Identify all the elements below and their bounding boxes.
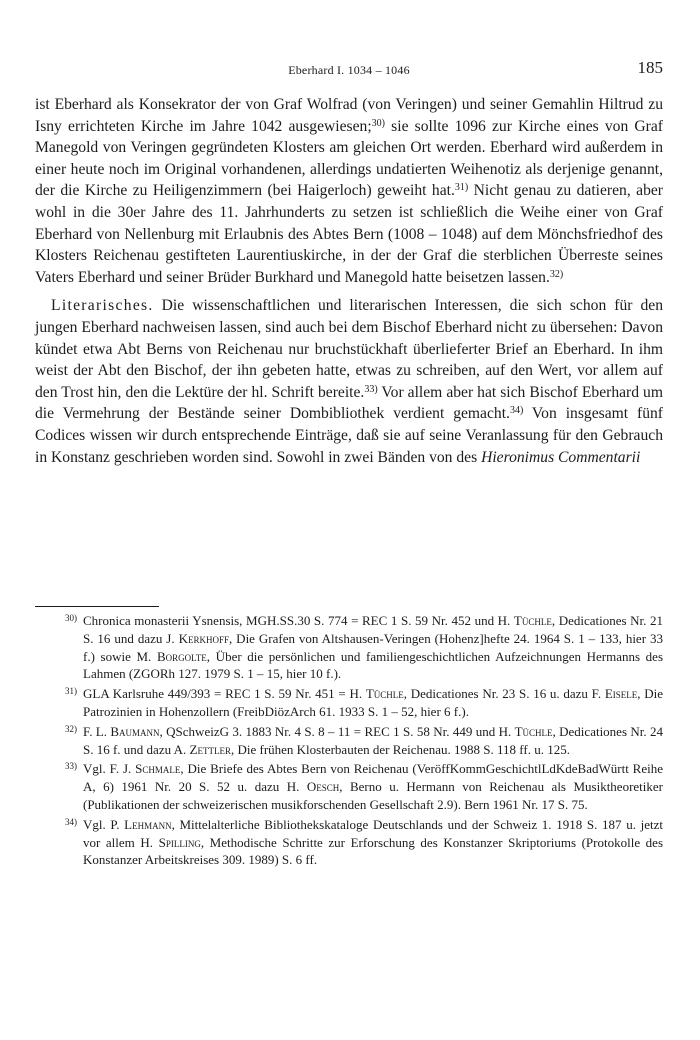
author-name: Kerkhoff bbox=[178, 630, 229, 646]
author-name: Tüchle bbox=[365, 686, 404, 702]
footnote-text bbox=[83, 723, 663, 759]
footnote-text-run: , Dedicationes Nr. 23 S. 16 u. dazu F. bbox=[403, 686, 605, 702]
footnote-text-run: , Berno u. Hermann von Reichenau als Musiktheoretiker (Publikationen der schweizerischen musikforschenden Gesellschaft 2.9). Bern 1961 Nr. 17 S. 75. bbox=[83, 779, 663, 812]
footnote-text-run: , QSchweizG 3. 1883 Nr. 4 S. 8 – 11 = REC 1 S. 58 Nr. 449 und H. bbox=[159, 723, 515, 739]
author-name: Oesch bbox=[306, 779, 340, 795]
paragraph-text: Von insgesamt fünf Codices wissen wir durch entsprechende Einträge, daß sie auf seine Veranlassung für den Gebrauch in Konstanz geschrieben worden sind. Sowohl in zwei Bänden von des bbox=[35, 405, 663, 466]
footnote-number bbox=[35, 816, 83, 869]
footnote-ref: 34) bbox=[509, 405, 524, 417]
author-name: Spilling bbox=[158, 834, 201, 850]
footnote-number-label: 31) bbox=[65, 686, 77, 697]
footnote-text-run: , Die Briefe des Abtes Bern von Reichenau (VeröffKommGeschichtlLdKdeBadWürtt Reihe A, 6) 1961 Nr. 20 S. 52 u. dazu H. bbox=[83, 761, 663, 795]
footnote-ref: 33) bbox=[364, 383, 378, 395]
author-name: Lehmann bbox=[124, 816, 172, 832]
paragraph-text: ist Eberhard als Konsekrator der von Graf Wolfrad (von Veringen) und seiner Gemahlin Hiltrud zu Isny errichteten Kirche im Jahre 1042 ausgewiesen; bbox=[35, 96, 663, 135]
running-title: Eberhard I. 1034 – 1046 bbox=[288, 63, 410, 77]
paragraph bbox=[35, 94, 663, 288]
footnote-text-run: GLA Karlsruhe 449/393 = REC 1 S. 59 Nr. 451 = H. bbox=[83, 686, 366, 702]
author-name: Borgolte bbox=[156, 648, 207, 664]
footnote-text-run: , Methodische Schritte zur Erforschung des Konstanzer Skriptoriums (Protokolle des Konstanzer Arbeitskreises 309. 1989) S. 6 ff. bbox=[83, 834, 664, 868]
paragraph bbox=[35, 295, 663, 468]
footnote-number-label: 30) bbox=[65, 613, 77, 623]
footnote-ref: 32) bbox=[549, 268, 564, 280]
footnote-text-run: Vgl. F. J. bbox=[83, 761, 136, 777]
footnote-rule bbox=[35, 606, 159, 607]
footnote-number-label: 33) bbox=[65, 761, 77, 772]
author-name: Schmale bbox=[135, 761, 181, 777]
footnote-number bbox=[35, 760, 83, 813]
footnote-text-run: , Die Patrozinien in Hohenzollern (FreibDiözArch 61. 1933 S. 1 – 52, hier 6 f.). bbox=[83, 686, 663, 719]
paragraph-text: Vor allem aber hat sich Bischof Eberhard um die Vermehrung der Bestände seiner Dombibliothek verdient gemacht. bbox=[35, 383, 663, 423]
footnote-text bbox=[83, 816, 663, 869]
footnote-number-label: 32) bbox=[65, 723, 77, 734]
footnote-text-run: , Die Grafen von Altshausen-Veringen (Hohenz]hefte 24. 1964 S. 1 – 133, hier 33 f.) sowie M. bbox=[83, 630, 663, 664]
section-heading: Literarisches. bbox=[51, 297, 154, 315]
footnote-text-run: , Die frühen Klosterbauten der Reichenau. 1988 S. 118 ff. u. 125. bbox=[230, 741, 570, 757]
footnote-text-run: , Mittelalterliche Bibliothekskataloge Deutschlands und der Schweiz 1. 1918 S. 187 u. jetzt vor allem H. bbox=[83, 816, 663, 850]
footnote bbox=[35, 816, 663, 869]
footnote-text bbox=[83, 612, 663, 683]
footnote bbox=[35, 685, 663, 721]
footnote-text-run: Chronica monasterii Ysnensis, MGH.SS.30 S. 774 = REC 1 S. 59 Nr. 452 und H. bbox=[83, 613, 514, 628]
footnote-text-run: F. L. bbox=[83, 723, 111, 739]
italic-title: Hieronimus Commentarii bbox=[481, 448, 641, 466]
footnote-number bbox=[35, 723, 83, 759]
author-name: Tüchle bbox=[514, 723, 553, 739]
main-text bbox=[35, 94, 663, 468]
footnote-number bbox=[35, 685, 83, 721]
footnote bbox=[35, 760, 663, 813]
page-number: 185 bbox=[637, 58, 663, 77]
footnote-number-label: 34) bbox=[65, 816, 77, 827]
footnote-text bbox=[83, 685, 663, 721]
footnote-text-run: , Über die persönlichen und familiengeschichtlichen Aufzeichnungen Hermanns des Lahmen (ZGORh 127. 1979 S. 1 – 15, hier 10 f.). bbox=[83, 648, 664, 682]
paragraph-text: Nicht genau zu datieren, aber wohl in die 30er Jahre des 11. Jahrhunderts zu setzen ist schließlich die Weihe einer von Graf Eberhard von Nellenburg mit Erlaubnis des Abtes Bern (1008 – 1048) auf dem Mönchsfriedhof des Klosters Reichenau gestifteten Laurentiuskirche, in der der Graf die sterblichen Überreste seines Vaters Eberhard und seiner Brüder Burkhard und Manegold hatte beisetzen lassen. bbox=[35, 182, 663, 286]
author-name: Baumann bbox=[110, 723, 160, 739]
author-name: Zettler bbox=[189, 741, 231, 757]
author-name: Tüchle bbox=[513, 613, 552, 628]
footnotes bbox=[35, 612, 663, 871]
footnote-ref: 30) bbox=[371, 117, 385, 129]
footnote-number bbox=[35, 612, 83, 683]
author-name: Eisele bbox=[604, 686, 638, 702]
footnote bbox=[35, 612, 663, 683]
paragraph-text: Die wissenschaftlichen und literarischen Interessen, die sich schon für den jungen Eberhard nachweisen lassen, sind auch bei dem Bischof Eberhard nicht zu übersehen: Davon kündet etwa Abt Berns von Reichenau nur bruchstückhaft überlieferter Brief an Eberhard. In ihm weist der Abt den Bischof, der ihn gebeten hatte, etwas zu schreiben, auf den Wert, vor allem auf den Trost hin, den die Lektüre der hl. Schrift bereite. bbox=[35, 297, 663, 401]
paragraph-text: sie sollte 1096 zur Kirche eines von Graf Manegold von Veringen gegründeten Klosters am gleichen Ort werden. Eberhard wird außerdem in einer heute noch im Original vorhandenen, allerdings undatierten Weihenotiz als derjenige genannt, der die Kirche zu Heiligenzimmern (bei Haigerloch) geweiht hat. bbox=[35, 117, 663, 200]
footnote-text-run: , Dedicationes Nr. 24 S. 16 f. und dazu A. bbox=[83, 723, 663, 757]
footnote bbox=[35, 723, 663, 759]
footnote-ref: 31) bbox=[454, 182, 469, 194]
running-head bbox=[35, 58, 663, 80]
footnote-text-run: Vgl. P. bbox=[83, 816, 125, 832]
footnote-text bbox=[83, 760, 663, 813]
footnote-text-run: , Dedicationes Nr. 21 S. 16 und dazu J. bbox=[83, 613, 664, 646]
